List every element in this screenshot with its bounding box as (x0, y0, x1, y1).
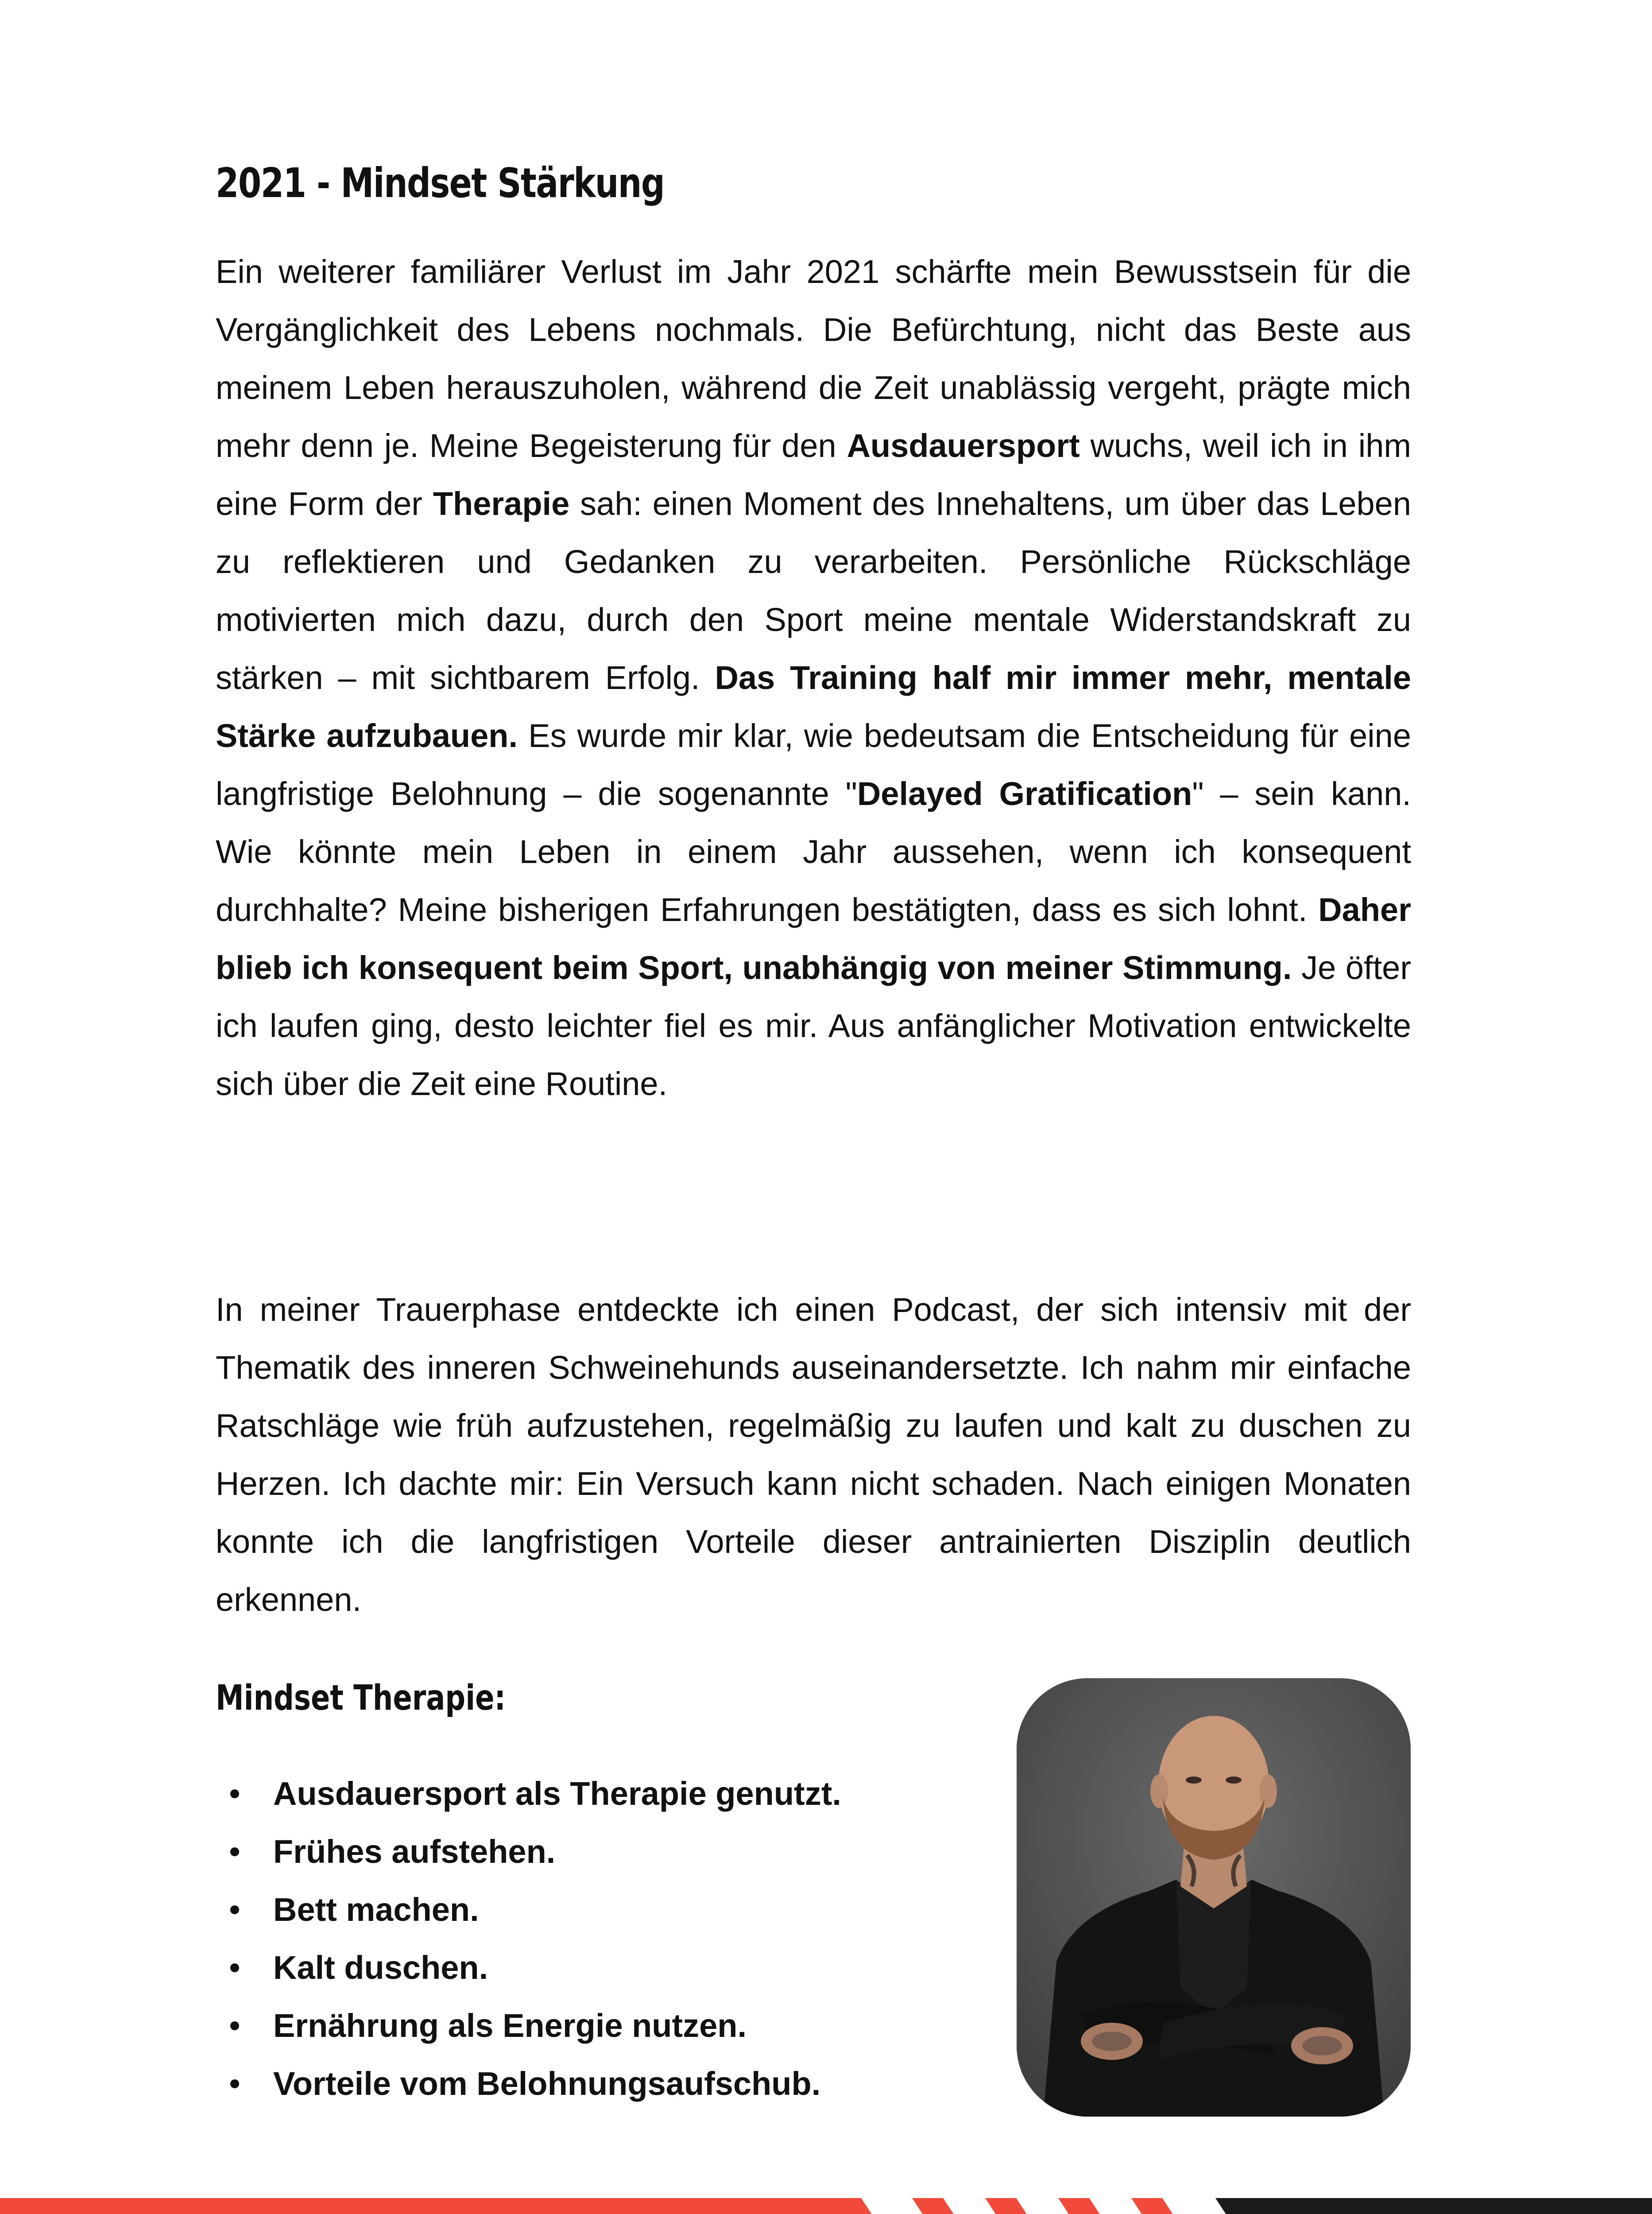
list-item: Ausdauersport als Therapie genutzt. (216, 1765, 841, 1823)
list-item: Ernährung als Energie nutzen. (216, 1997, 841, 2055)
emphasis-text: Delayed Gratification (857, 775, 1192, 812)
paragraph-text: sah: einen Moment des Innehaltens, um über das Leben zu reflektieren und Gedanken zu verarbeiten. Persönliche Rückschläge motivierten mich dazu, durch den Sport meine mentale Widerstandskraft zu stärken – mit sichtbarem Erfolg. (216, 485, 1411, 696)
paragraph-text: " – sein kann. Wie könnte mein Leben in einem Jahr aussehen, wenn ich konsequent durchhalte? Meine bisherigen Erfahrungen bestätigten, dass es sich lohnt. (216, 775, 1411, 928)
paragraph-1 (216, 243, 1411, 1113)
list-item: Bett machen. (216, 1881, 841, 1939)
section-title: 2021 - Mindset Stärkung (216, 159, 665, 207)
paragraph-text: wuchs, weil ich in ihm eine Form der (216, 427, 1411, 522)
mindset-therapy-heading: Mindset Therapie: (216, 1678, 506, 1718)
portrait-photo (1017, 1678, 1411, 2117)
paragraph-text: Je öfter ich laufen ging, desto leichter fiel es mir. Aus anfänglicher Motivation entwickelte sich über die Zeit eine Routine. (216, 949, 1411, 1102)
footer-stripes (0, 2198, 1652, 2214)
emphasis-text: Daher blieb ich konsequent beim Sport, unabhängig von meiner Stimmung. (216, 891, 1411, 986)
paragraph-2: In meiner Trauerphase entdeckte ich einen Podcast, der sich intensiv mit der Thematik des inneren Schweinehunds auseinandersetzte. Ich nahm mir einfache Ratschläge wie früh aufzustehen, regelmäßig zu laufen und kalt zu duschen zu Herzen. Ich dachte mir: Ein Versuch kann nicht schaden. Nach einigen Monaten konnte ich die langfristigen Vorteile dieser antrainierten Disziplin deutlich erkennen. (216, 1291, 1411, 1618)
portrait-image (1017, 1678, 1411, 2117)
mindset-therapy-list (216, 1765, 841, 2113)
page-footer (0, 2198, 1652, 2214)
list-item: Kalt duschen. (216, 1939, 841, 1997)
list-item: Frühes aufstehen. (216, 1823, 841, 1881)
emphasis-text: Das Training half mir immer mehr, mentale Stärke aufzubauen. (216, 659, 1412, 754)
list-item: Vorteile vom Belohnungsaufschub. (216, 2055, 841, 2113)
emphasis-text: Therapie (433, 485, 570, 522)
emphasis-text: Ausdauersport (847, 427, 1080, 464)
paragraph-text: Ein weiterer familiärer Verlust im Jahr 2021 schärfte mein Bewusstsein für die Vergänglichkeit des Lebens nochmals. Die Befürchtung, nicht das Beste aus meinem Leben herauszuholen, während die Zeit unablässig vergeht, prägte mich mehr denn je. Meine Begeisterung für den (216, 253, 1411, 464)
paragraph-text: Es wurde mir klar, wie bedeutsam die Entscheidung für eine langfristige Belohnung – die sogenannte " (216, 717, 1411, 812)
